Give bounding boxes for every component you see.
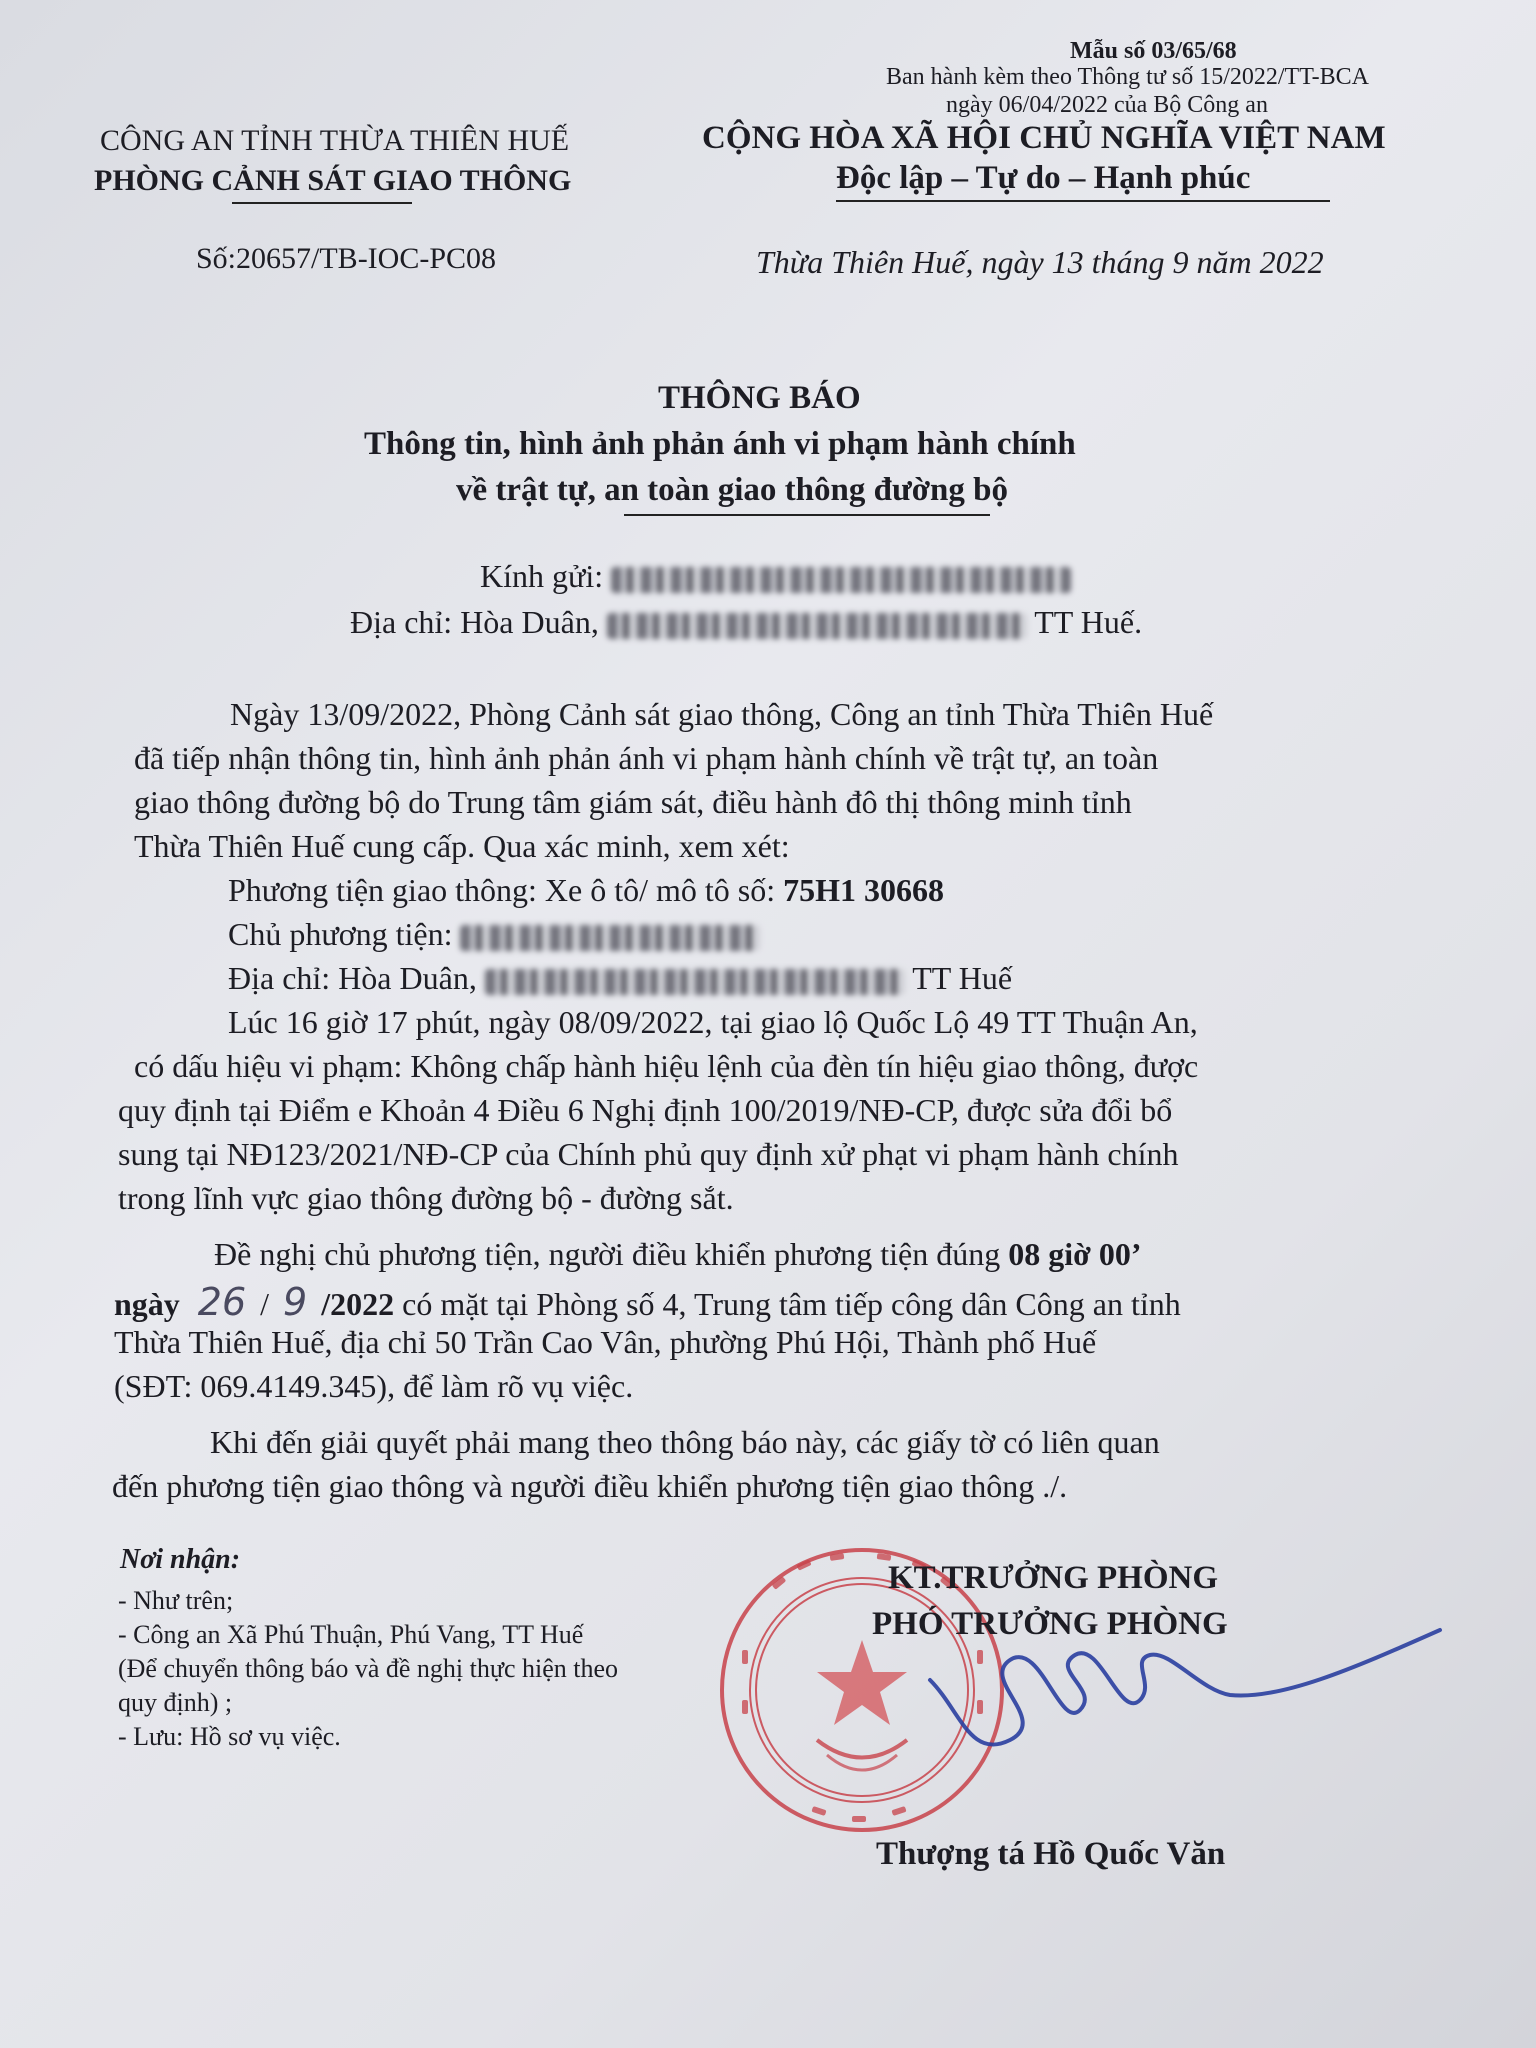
appointment-year: /2022 <box>321 1286 395 1322</box>
to-label: Kính gửi: <box>480 558 604 594</box>
document-number: Số:20657/TB-IOC-PC08 <box>196 242 497 275</box>
owner-address-label: Địa chỉ: Hòa Duân, <box>228 960 477 996</box>
department-name: PHÒNG CẢNH SÁT GIAO THÔNG <box>94 164 572 197</box>
vehicle-line <box>228 872 944 909</box>
p2-line1: Lúc 16 giờ 17 phút, ngày 08/09/2022, tại giao lộ Quốc Lộ 49 TT Thuận An, <box>228 1004 1198 1040</box>
p3-line1 <box>214 1236 1142 1273</box>
redacted-owner-name <box>460 925 760 951</box>
handwritten-day: 26 <box>197 1280 247 1324</box>
stamp-star-icon <box>817 1640 907 1725</box>
form-issued-by: Ban hành kèm theo Thông tư số 15/2022/TT-BCA <box>886 64 1369 90</box>
p4-line1: Khi đến giải quyết phải mang theo thông báo này, các giấy tờ có liên quan <box>210 1424 1160 1460</box>
national-motto: Độc lập – Tự do – Hạnh phúc <box>836 160 1251 196</box>
place-date: Thừa Thiên Huế, ngày 13 tháng 9 năm 2022 <box>756 244 1324 280</box>
recipients-list <box>118 1584 618 1754</box>
agency-name: CÔNG AN TỈNH THỪA THIÊN HUẾ <box>100 124 570 157</box>
p3-line3: Thừa Thiên Huế, địa chỉ 50 Trần Cao Vân, phường Phú Hội, Thành phố Huế <box>114 1324 1097 1360</box>
redacted-recipient-name <box>611 567 1071 593</box>
redacted-owner-address <box>485 969 905 995</box>
owner-line <box>228 916 760 953</box>
p2-line4: sung tại NĐ123/2021/NĐ-CP của Chính phủ quy định xử phạt vi phạm hành chính <box>118 1136 1179 1172</box>
owner-label: Chủ phương tiện: <box>228 916 453 952</box>
redacted-recipient-address <box>607 613 1027 639</box>
appointment-day-label: ngày <box>114 1286 180 1322</box>
title-underline <box>624 514 990 516</box>
addressee-address-label: Địa chỉ: Hòa Duân, <box>350 604 599 640</box>
recipient-item: - Công an Xã Phú Thuận, Phú Vang, TT Huế <box>118 1620 584 1649</box>
nation-name: CỘNG HÒA XÃ HỘI CHỦ NGHĨA VIỆT NAM <box>702 120 1386 156</box>
recipient-item: quy định) ; <box>118 1688 233 1717</box>
motto-underline <box>836 200 1330 202</box>
notice-title: THÔNG BÁO <box>658 380 861 416</box>
recipients-title: Nơi nhận: <box>120 1544 241 1575</box>
owner-address-suffix: TT Huế <box>912 960 1013 996</box>
p2-line5: trong lĩnh vực giao thông đường bộ - đường sắt. <box>118 1180 734 1216</box>
addressee-address-line <box>350 604 1142 641</box>
p1-line2: đã tiếp nhận thông tin, hình ảnh phản ánh vi phạm hành chính về trật tự, an toàn <box>134 740 1159 776</box>
recipient-item: (Để chuyển thông báo và đề nghị thực hiện theo <box>118 1654 619 1683</box>
form-issued-date: ngày 06/04/2022 của Bộ Công an <box>946 92 1268 118</box>
p4-line2: đến phương tiện giao thông và người điều khiển phương tiện giao thông ./. <box>112 1468 1068 1504</box>
signatory-name: Thượng tá Hồ Quốc Văn <box>876 1836 1226 1872</box>
handwritten-month: 9 <box>283 1280 308 1324</box>
signatory-role-1: KT.TRƯỞNG PHÒNG <box>888 1560 1218 1596</box>
addressee-address-suffix: TT Huế. <box>1034 604 1143 640</box>
p3-line2-rest: có mặt tại Phòng số 4, Trung tâm tiếp công dân Công an tỉnh <box>402 1286 1181 1322</box>
recipient-item: - Lưu: Hồ sơ vụ việc. <box>118 1722 341 1751</box>
p2-line3: quy định tại Điểm e Khoản 4 Điều 6 Nghị định 100/2019/NĐ-CP, được sửa đổi bổ <box>118 1092 1173 1128</box>
owner-address-line <box>228 960 1012 997</box>
p1-line4: Thừa Thiên Huế cung cấp. Qua xác minh, xem xét: <box>134 828 790 864</box>
p2-line2: có dấu hiệu vi phạm: Không chấp hành hiệu lệnh của đèn tín hiệu giao thông, được <box>134 1048 1199 1084</box>
date-separator: / <box>260 1286 270 1322</box>
notice-subtitle-1: Thông tin, hình ảnh phản ánh vi phạm hành chính <box>364 426 1076 462</box>
p3-line1-text: Đề nghị chủ phương tiện, người điều khiển phương tiện đúng <box>214 1236 1001 1272</box>
vehicle-plate: 75H1 30668 <box>783 872 945 908</box>
signatory-role-2: PHÓ TRƯỞNG PHÒNG <box>872 1606 1228 1642</box>
p1-line3: giao thông đường bộ do Trung tâm giám sát, điều hành đô thị thông minh tỉnh <box>134 784 1132 820</box>
p3-line2 <box>114 1280 1181 1324</box>
appointment-time: 08 giờ 00’ <box>1008 1236 1142 1272</box>
vehicle-label: Phương tiện giao thông: Xe ô tô/ mô tô số: <box>228 872 776 908</box>
notice-subtitle-2: về trật tự, an toàn giao thông đường bộ <box>456 472 1009 508</box>
handwritten-signature-icon <box>900 1620 1460 1780</box>
p1-line1: Ngày 13/09/2022, Phòng Cảnh sát giao thông, Công an tỉnh Thừa Thiên Huế <box>230 696 1214 732</box>
form-code: Mẫu số 03/65/68 <box>1070 38 1237 64</box>
p3-line4: (SĐT: 069.4149.345), để làm rõ vụ việc. <box>114 1368 634 1404</box>
recipient-item: - Như trên; <box>118 1586 234 1615</box>
addressee-line <box>480 558 1071 595</box>
department-underline <box>232 202 412 204</box>
